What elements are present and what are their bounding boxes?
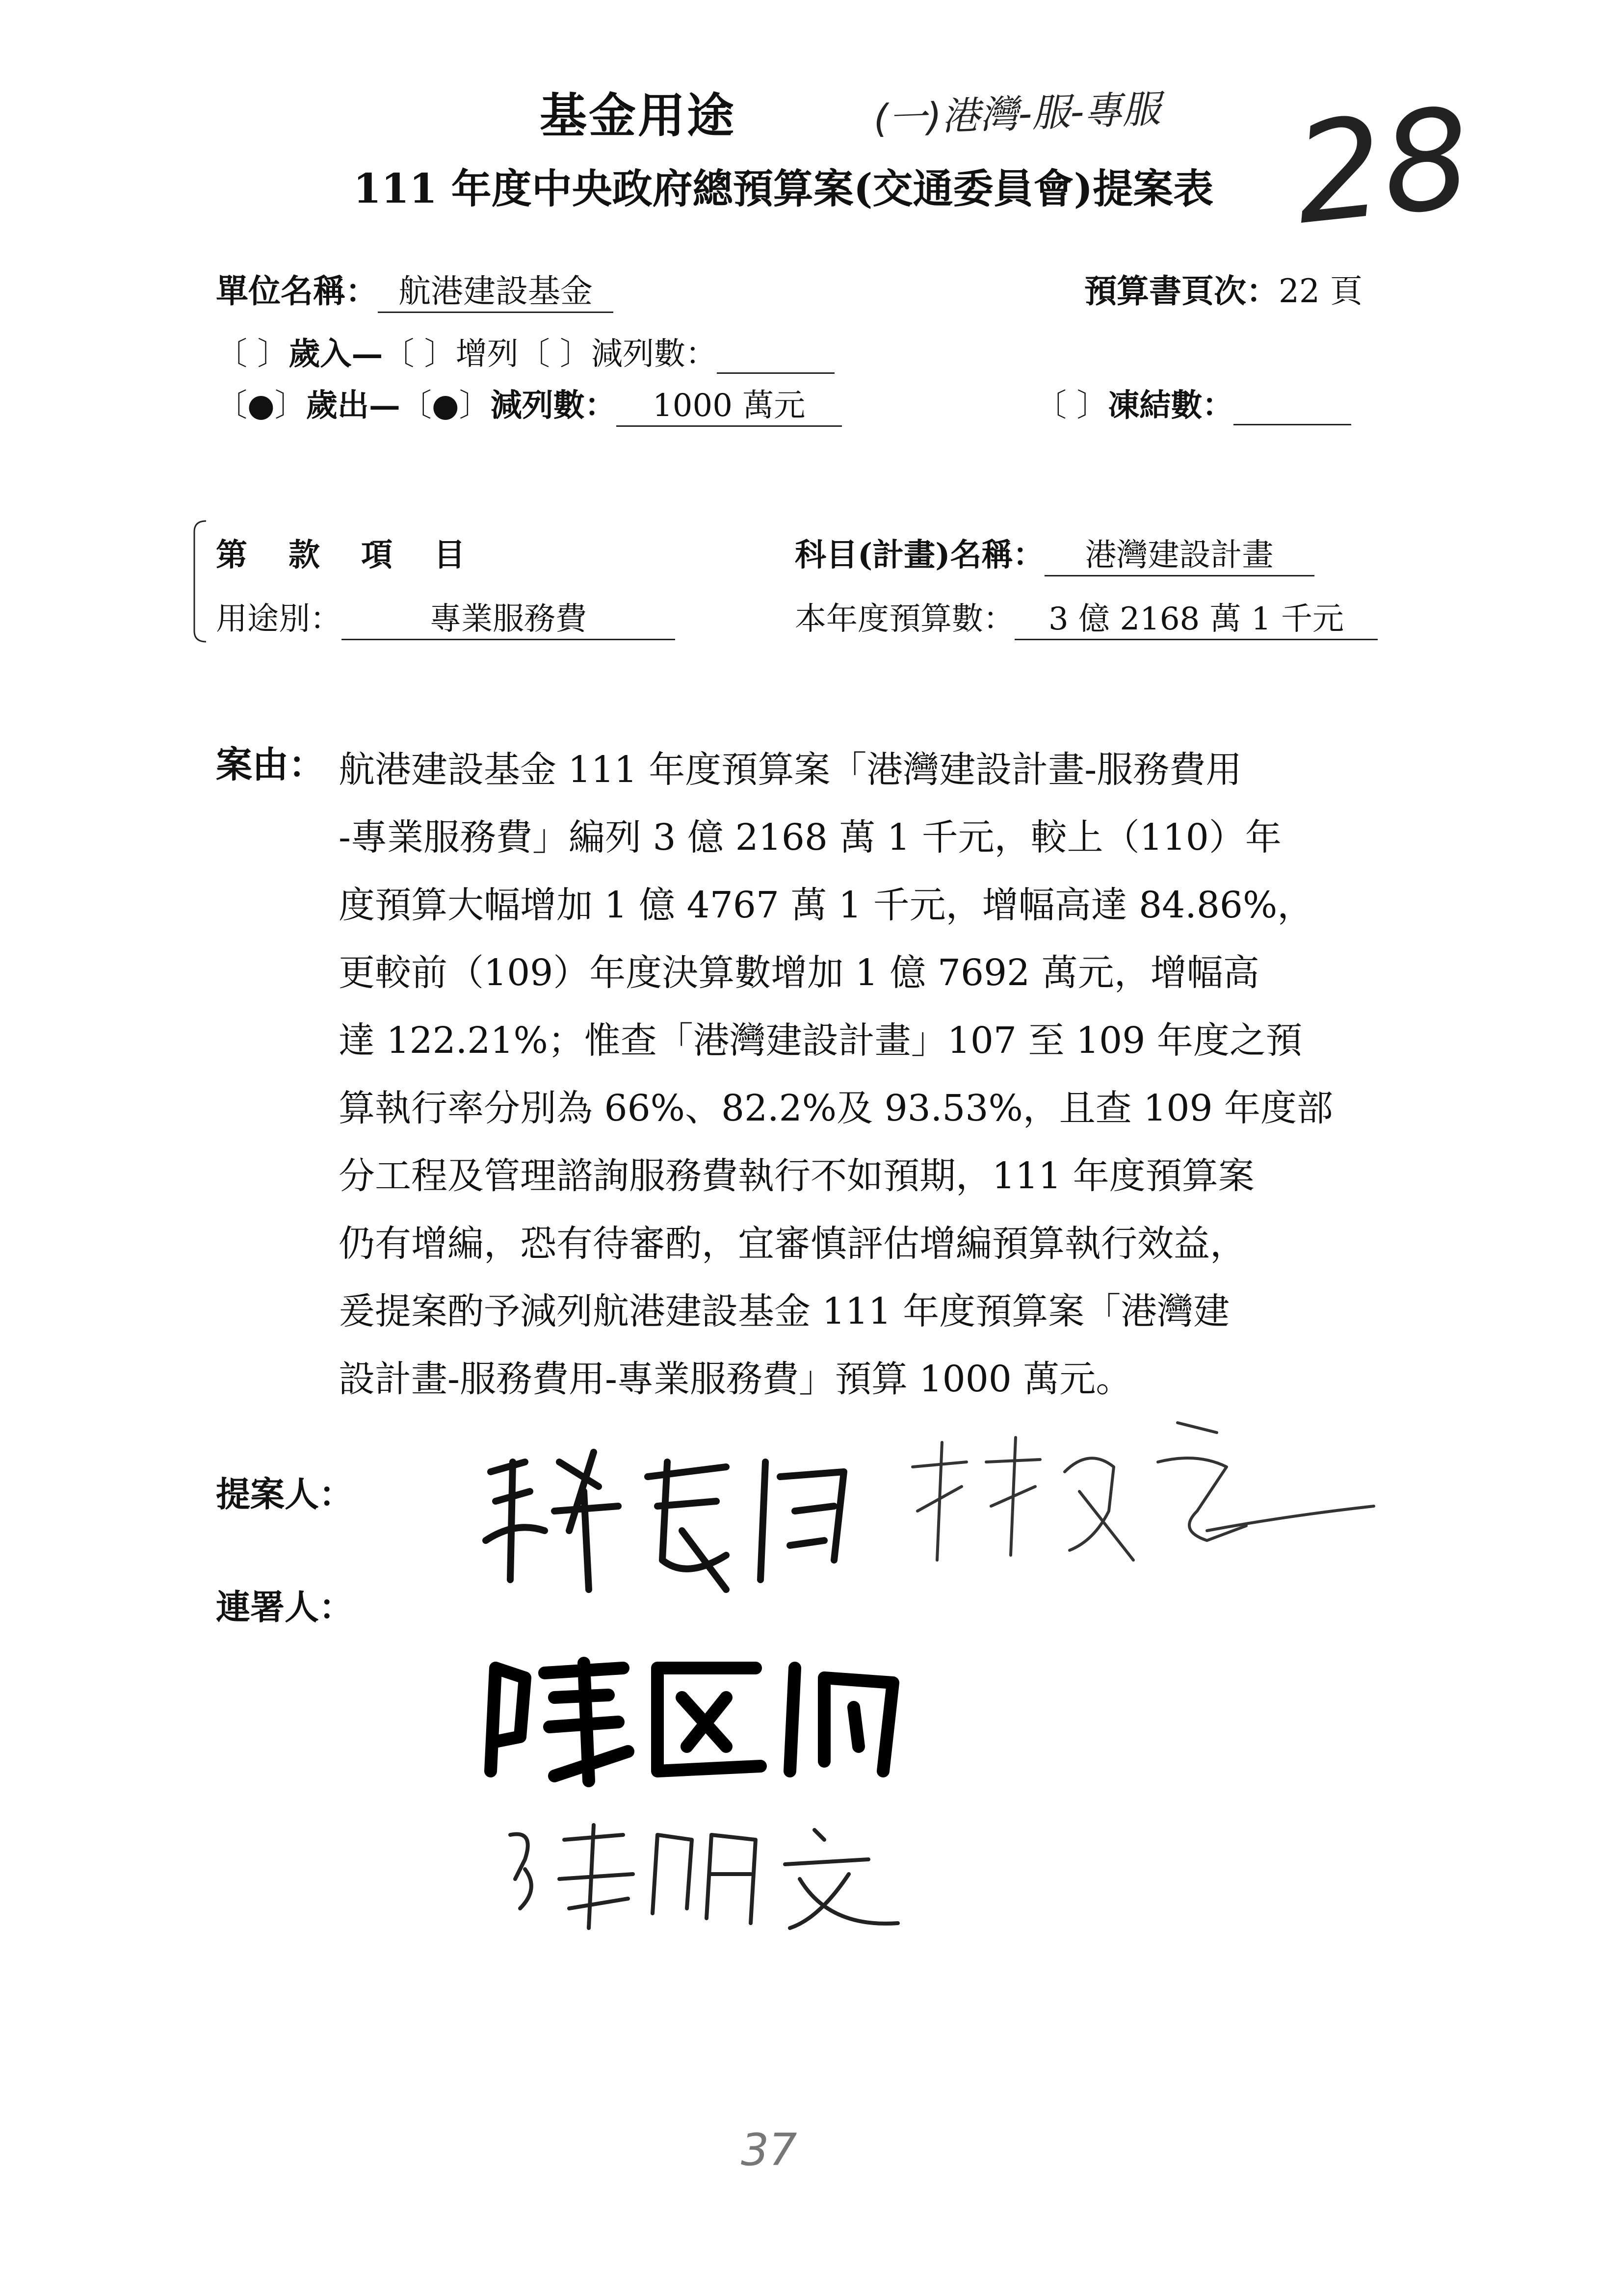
case-body xyxy=(339,736,1333,1413)
use-value: 專業服務費 xyxy=(341,594,675,640)
revenue-label: 歲入— xyxy=(288,336,383,372)
unit-row xyxy=(216,265,613,313)
expenditure-decrease-value: 1000 萬元 xyxy=(616,380,842,427)
budget-page-row xyxy=(1084,265,1362,312)
form-title: 111 年度中央政府總預算案(交通委員會)提案表 xyxy=(353,165,1214,212)
unit-label: 單位名稱： xyxy=(216,272,378,310)
budget-row xyxy=(795,594,1378,640)
case-line: 算執行率分別為 66%、82.2%及 93.53%，且查 109 年度部 xyxy=(339,1087,1334,1129)
fund-category-title: 基金用途 xyxy=(540,88,736,143)
proposer-signature-2 xyxy=(903,1413,1393,1575)
use-row xyxy=(216,594,675,640)
budget-page-label: 預算書頁次： xyxy=(1084,272,1279,310)
handwritten-category-note: (一)港灣-服-專服 xyxy=(872,87,1161,142)
page-number: 37 xyxy=(741,2124,797,2176)
revenue-decrease-value xyxy=(717,341,835,374)
subject-row xyxy=(795,530,1314,576)
revenue-checkbox: 〔 〕 xyxy=(216,336,289,372)
section-item-label: 第 款 項 目 xyxy=(216,537,470,574)
revenue-decrease-checkbox: 〔 〕 xyxy=(518,336,592,372)
revenue-row xyxy=(216,329,835,374)
revenue-increase-checkbox: 〔 〕 xyxy=(383,336,456,372)
freeze-label: 凍結數： xyxy=(1108,387,1234,424)
freeze-value xyxy=(1233,392,1351,425)
case-line: 達 122.21%；惟查「港灣建設計畫」107 至 109 年度之預 xyxy=(339,1019,1302,1062)
subject-label: 科目(計畫)名稱： xyxy=(795,537,1045,574)
case-line: 更較前（109）年度決算數增加 1 億 7692 萬元，增幅高 xyxy=(339,952,1259,994)
expenditure-label: 歲出— xyxy=(306,387,400,424)
case-line: 爰提案酌予減列航港建設基金 111 年度預算案「港灣建 xyxy=(339,1290,1230,1332)
expenditure-decrease-checkbox: 〔●〕 xyxy=(400,388,491,424)
cosigner-signature-2 xyxy=(496,1810,937,1938)
budget-value: 3 億 2168 萬 1 千元 xyxy=(1015,594,1378,640)
freeze-row xyxy=(1035,380,1351,425)
expenditure-decrease-label: 減列數： xyxy=(490,387,616,424)
case-line: 設計畫-服務費用-專業服務費」預算 1000 萬元。 xyxy=(339,1358,1132,1400)
freeze-checkbox: 〔 〕 xyxy=(1035,388,1108,424)
proposal-number: 28 xyxy=(1287,78,1478,256)
classification-bracket xyxy=(192,520,207,643)
unit-value: 航港建設基金 xyxy=(378,265,613,313)
case-label: 案由： xyxy=(216,744,325,786)
budget-label: 本年度預算數： xyxy=(795,601,1015,637)
subject-value: 港灣建設計畫 xyxy=(1045,530,1314,576)
proposer-signature-1 xyxy=(471,1433,873,1609)
expenditure-row xyxy=(216,380,842,427)
case-line: 航港建設基金 111 年度預算案「港灣建設計畫-服務費用 xyxy=(339,749,1242,791)
proposer-label: 提案人： xyxy=(216,1474,353,1514)
revenue-increase-label: 增列 xyxy=(455,336,519,372)
case-line: 度預算大幅增加 1 億 4767 萬 1 千元，增幅高達 84.86%， xyxy=(339,884,1314,926)
use-label: 用途別： xyxy=(216,601,341,637)
cosigner-signature-1 xyxy=(481,1648,932,1796)
cosigner-label: 連署人： xyxy=(216,1587,353,1627)
case-line: 仍有增編，恐有待審酌，宜審慎評估增編預算執行效益， xyxy=(339,1223,1246,1265)
revenue-decrease-label: 減列數： xyxy=(591,336,717,372)
budget-page-value: 22 頁 xyxy=(1279,272,1362,310)
case-line: 分工程及管理諮詢服務費執行不如預期，111 年度預算案 xyxy=(339,1155,1255,1197)
case-line: -專業服務費」編列 3 億 2168 萬 1 千元，較上（110）年 xyxy=(339,816,1282,859)
expenditure-checkbox: 〔●〕 xyxy=(216,388,306,424)
